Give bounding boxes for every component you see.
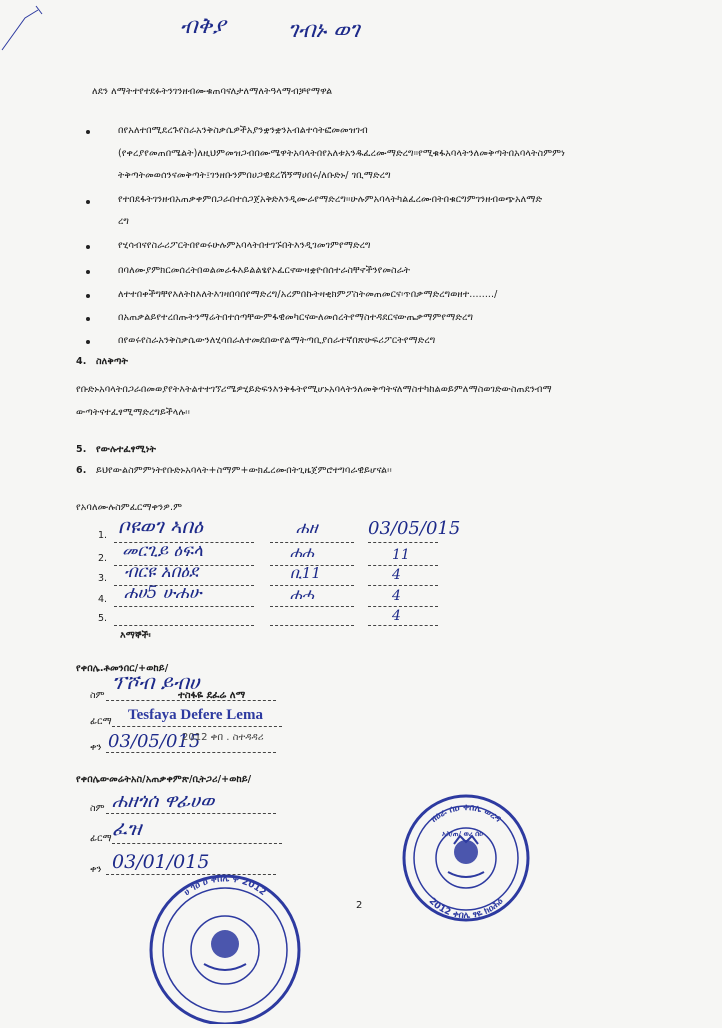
bullet-dot [86,317,90,321]
row-number: 5. [98,613,108,624]
name-line [114,625,254,626]
bullet-text: ረግ [118,216,130,227]
bullet-dot [86,340,90,344]
signature-line [270,606,354,607]
stamp-left-graphic [140,840,310,1024]
bullet-text: (የቀረያየመጠበሜልት)ለዚህምመዝጋብበሙሜዋትአባላትበየአለቱአንዱፈረሙማድረግ።የሚቁፋአባላትንለመቅጣትበአባላትስምምነ [118,148,566,159]
signatory-date: 4 [392,608,401,624]
svg-text:ሀ ገዐ ዐ ቀበሌ ዋ 2012 [182,874,267,898]
official-stamp-right [396,786,536,926]
stamp-right-bottom-text: 2012 ቀበሌ ፃዬ ክዐሕዕ [426,896,506,922]
receiver-2-signature-handwriting: ፈዝ [112,816,142,840]
bullet-dot [86,270,90,274]
bullet-text: የሂሳብናየስራሪፖርትበየወሩሁሉምአባላትበተገኙበትእንዲገመገምየማድረግ [118,240,371,251]
signatories-label: የአባለሙሉስምፈርማቀንዎ.ም [76,502,183,513]
date-line [368,585,438,586]
receiver-1-date-handwriting: 03/05/015 [108,731,201,752]
corner-scribble [0,0,60,60]
receiver-1-date-line [106,752,276,753]
receiver-1-name-stamp-latin: Tesfaya Defere Lema [128,707,263,723]
section-4-number: 4. [76,356,87,367]
bullet-dot [86,200,90,204]
receiver-1-signature-line [112,726,282,727]
name-line [114,606,254,607]
row-number: 4. [98,594,108,605]
stamp-right-top-text: ዘዕራ ሰዐ ቀበሌ ወረዳ [429,802,503,825]
signatory-name: ቦዩወገ ኣበዕ [118,514,203,538]
bullet-text: የተበደፋትገንዘብአጠቃቀምበጋራበተሰጋጀአቅድእንዲሙራየማድረግ፡፡ሁሉምአባላትካልፈረሙበትበቁርግምገንዘብወጭአለማድ [118,194,543,205]
bullet-text: ትቅጣትመወሰንናመቅጣት፤ገንዘቡንምበሀጋዊደረሽኝማሀበሩ/ለቡድኑ/ ገቢማድረግ [118,170,391,181]
receiver-1-title: የቀበሌ.ቶመንበር/+ወከይ/ [76,663,169,674]
bullet-dot [86,130,90,134]
section-5-number: 5. [76,444,87,455]
witnesses-label: እማኞች፡ [120,630,151,641]
section-6-number: 6. [76,465,87,476]
receiver-1-date-label: ቀን [90,742,102,753]
bullet-dot [86,245,90,249]
intro-line: ለደን ለማትተየተደፉትንገንዘብሙቁጠባናለታለማለትዓላማብቻየማዋል [92,86,333,97]
receiver-2-title: የቀበሌውመሬትአስ/አጠቃቀምጽ/ቢትጋሪ/+ወከይ/ [76,774,252,785]
row-number: 3. [98,573,108,584]
receiver-2-signature-label: ፊርማ [90,833,112,844]
bullet-dot [86,294,90,298]
signatory-signature: ሐዘ [296,518,318,537]
bullet-text: በየአለተበሚደረጉየስራአንቅስቃሴዎችአያንቋንቋንአብልተሳትፎመመዝገብ [118,125,368,136]
receiver-1-name-handwriting: ፕሾብ ይብሀ [112,670,200,694]
bullet-text: ለተተበቀችግቸየእለትከእለትእገዛበባበየማድረግ/አረምበኩትዛቂክምፖስትመጠመርና፡ጥበቃማድረግወዘተ......../ [118,289,498,300]
bullet-text: በየወሩየስራአንቅስቃሴውንለሂሳበራለተመደበውየልማትጣቢያሰራተኛበጽሁፍሪፖርትየማድረግ [118,335,436,346]
receiver-1-name-label: ስም [90,690,105,701]
signatory-signature: ሐሐ [290,543,315,561]
receiver-1-name-stamp-amharic: ተስፋዬ ደፈሬ ለማ [178,690,246,701]
svg-text:2012 ቀበሌ ፃዬ ክዐሕዕ [427,896,506,921]
section-4-text: የቡድኑአባላትበጋራበመወያየትእትልተተገኘሪሜዎሂይድፍንእንቅፋትየሚሆኑአባላትንለመቅጣትናለማስተካከልወይምለማስወገድውስጠደንብማ [76,384,552,395]
section-4-title: ስለቅጣት [96,356,128,367]
receiver-2-date-label: ቀን [90,864,102,875]
receiver-1-signature-label: ፊርማ [90,716,112,727]
signature-line [270,625,354,626]
signatory-signature: ሐሓ [290,585,315,603]
signatory-name: ሐሀ5 ሁሐሁ [124,583,202,603]
receiver-2-name-handwriting: ሐዘጎሰ ዋፊሀወ [112,790,215,812]
signatory-date: 4 [392,588,401,604]
receiver-2-name-line [106,813,276,814]
row-number: 1. [98,530,108,541]
section-5-title: የውሉተፈፃሚነት [96,444,156,455]
date-line [368,625,438,626]
official-stamp-left [140,840,310,1024]
stamp-right-graphic [396,786,536,926]
bullet-text: በባለሙያምክርመሰረትበወልመራፋእይልልፄየኦፈርኖውዛቋዮበሰተራስቸኖችንየመስራት [118,265,411,276]
stamp-left-text: ሀ ገዐ ዐ ቀበሌ ዋ 2012 [182,874,268,898]
header-handwriting-2: ገብኑ ወገ [288,18,360,43]
receiver-2-date-handwriting: 03/01/015 [112,851,210,873]
signatory-name: ብርዩ አበዕደ [124,562,199,582]
signatory-date: 03/05/015 [368,518,461,539]
signatory-signature: ቢ11 [290,564,321,582]
date-line [368,565,438,566]
date-line [368,606,438,607]
signatory-date: 4 [392,567,401,583]
signatory-name: መርጊይ ዕፍላ [122,541,204,561]
receiver-2-name-label: ስም [90,803,105,814]
header-handwriting-1: ብቅያ [180,14,226,39]
section-6-text: ይህየውልስምምነትየቡድኑአባላት+ስማም+ውክፈረሙበትጊዜጀምሮተግባራዊይሆናል፡፡ [96,465,392,476]
stamp-right-middle-text: አስ/ጠ/ ወረ ሰዐ [442,830,484,838]
section-4-text: ውጣትናተፈፃሚማድረግይችላሉ፡፡ [76,407,190,418]
page-number: 2 [356,900,363,911]
svg-text:ዘዕራ ሰዐ ቀበሌ ወረዳ [429,803,503,825]
receiver-1-date-stamp: 2012 ቀበ . ስተዳዳሪ [182,732,264,743]
date-line [368,542,438,543]
bullet-text: በአጠቃልይየተረበጡትንማሬትበተሰጣቸውምፋዊመካርናውለመሰረትየማስተዳደርናውጤቃማምየማድረግ [118,312,474,323]
row-number: 2. [98,553,108,564]
signatory-date: 11 [392,547,410,563]
